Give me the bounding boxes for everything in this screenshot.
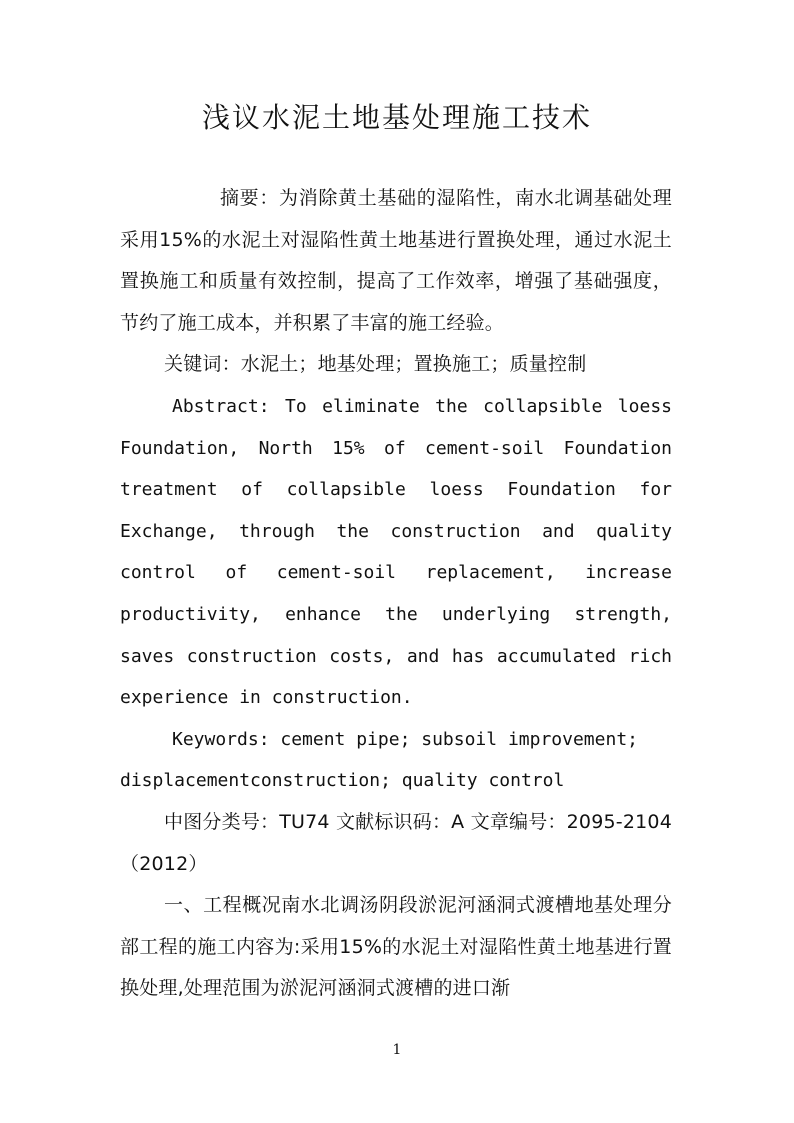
classification-info: 中图分类号：TU74 文献标识码：A 文章编号：2095-2104（2012） [120,810,672,875]
document-title: 浅议水泥土地基处理施工技术 [201,101,592,134]
keywords-en-line-2: displacementconstruction; quality control [120,770,565,792]
document-body [120,178,672,1010]
keywords-en-line-1: Keywords: cement pipe; subsoil improvement; [172,728,638,750]
abstract-zh: 摘要：为消除黄土基础的湿陷性，南水北调基础处理采用15%的水泥土对湿陷性黄土地基进行置换处理，通过水泥土置换施工和质量有效控制，提高了工作效率，增强了基础强度，节约了施工成本，并积累了丰富的施工经验。 [120,187,672,334]
keywords-en [120,719,672,802]
abstract-en: Abstract: To eliminate the collapsible loess Foundation, North 15% of cement-soil Foundation treatment of collapsible loess Foundation for Exchange, through the construction and quality control of cement-soil replacement, increase productivity, enhance the underlying strength, saves construction costs, and has accumulated rich experience in construction. [120,395,672,709]
page-number: 1 [392,1042,402,1058]
section-1-paragraph: 一、工程概况南水北调汤阴段淤泥河涵洞式渡槽地基处理分部工程的施工内容为:采用15%的水泥土对湿陷性黄土地基进行置换处理,处理范围为淤泥河涵洞式渡槽的进口渐 [120,894,672,1000]
keywords-zh: 关键词：水泥土；地基处理；置换施工；质量控制 [164,353,587,376]
